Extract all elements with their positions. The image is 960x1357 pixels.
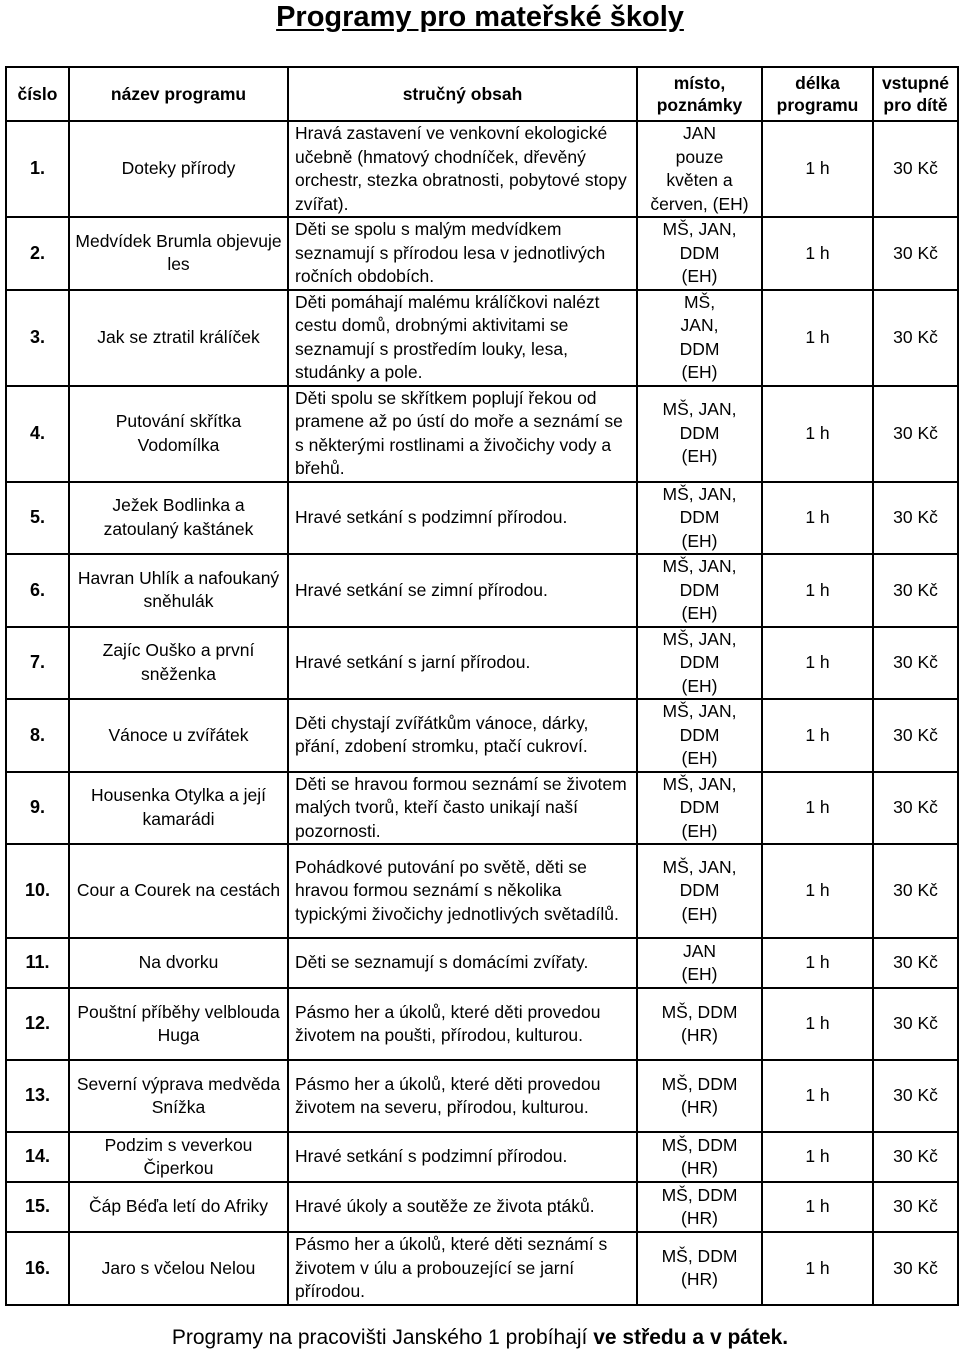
program-price: 30 Kč xyxy=(873,938,958,988)
program-place: MŠ, JAN, DDM (EH) xyxy=(637,386,762,482)
program-price: 30 Kč xyxy=(873,1232,958,1305)
table-row xyxy=(6,1060,958,1132)
program-description: Děti se hravou formou seznámí se životem malých tvorů, kteří často unikají naší pozornosti. xyxy=(288,772,637,845)
program-number: 8. xyxy=(6,699,69,772)
table-header-row xyxy=(6,67,958,121)
program-number: 2. xyxy=(6,217,69,290)
program-name: Zajíc Ouško a první sněženka xyxy=(69,627,288,700)
program-place: MŠ, JAN, DDM (EH) xyxy=(637,772,762,845)
program-place: MŠ, JAN, DDM (EH) xyxy=(637,217,762,290)
program-number: 1. xyxy=(6,121,69,217)
program-number: 15. xyxy=(6,1182,69,1232)
program-price: 30 Kč xyxy=(873,627,958,700)
program-description: Hravé setkání s podzimní přírodou. xyxy=(288,1132,637,1182)
programs-table xyxy=(5,66,959,1306)
program-description: Hravé úkoly a soutěže ze života ptáků. xyxy=(288,1182,637,1232)
program-number: 16. xyxy=(6,1232,69,1305)
program-length: 1 h xyxy=(762,121,873,217)
program-price: 30 Kč xyxy=(873,1060,958,1132)
program-name: Havran Uhlík a nafoukaný sněhulák xyxy=(69,554,288,627)
table-row xyxy=(6,121,958,217)
program-place: MŠ, DDM (HR) xyxy=(637,988,762,1060)
program-description: Pásmo her a úkolů, které děti provedou životem na poušti, přírodou, kulturou. xyxy=(288,988,637,1060)
program-number: 4. xyxy=(6,386,69,482)
header-price: vstupné pro dítě xyxy=(873,67,958,121)
header-num: číslo xyxy=(6,67,69,121)
program-number: 13. xyxy=(6,1060,69,1132)
program-length: 1 h xyxy=(762,627,873,700)
program-price: 30 Kč xyxy=(873,1182,958,1232)
program-name: Doteky přírody xyxy=(69,121,288,217)
header-length: délka programu xyxy=(762,67,873,121)
program-length: 1 h xyxy=(762,1132,873,1182)
program-name: Čáp Béďa letí do Afriky xyxy=(69,1182,288,1232)
table-row xyxy=(6,988,958,1060)
program-place: MŠ, JAN, DDM (EH) xyxy=(637,290,762,386)
program-place: MŠ, JAN, DDM (EH) xyxy=(637,627,762,700)
program-number: 10. xyxy=(6,844,69,938)
program-price: 30 Kč xyxy=(873,482,958,555)
program-description: Hravé setkání s jarní přírodou. xyxy=(288,627,637,700)
table-row xyxy=(6,482,958,555)
program-price: 30 Kč xyxy=(873,386,958,482)
program-name: Na dvorku xyxy=(69,938,288,988)
program-description: Děti chystají zvířátkům vánoce, dárky, přání, zdobení stromku, ptačí cukroví. xyxy=(288,699,637,772)
program-length: 1 h xyxy=(762,217,873,290)
table-row xyxy=(6,699,958,772)
program-description: Děti se spolu s malým medvídkem seznamují s přírodou lesa v jednotlivých ročních obdobích. xyxy=(288,217,637,290)
program-name: Jak se ztratil králíček xyxy=(69,290,288,386)
table-row xyxy=(6,290,958,386)
program-description: Hravé setkání se zimní přírodou. xyxy=(288,554,637,627)
table-row xyxy=(6,844,958,938)
program-name: Cour a Courek na cestách xyxy=(69,844,288,938)
program-length: 1 h xyxy=(762,482,873,555)
program-price: 30 Kč xyxy=(873,554,958,627)
program-number: 3. xyxy=(6,290,69,386)
program-price: 30 Kč xyxy=(873,844,958,938)
program-name: Putování skřítka Vodomílka xyxy=(69,386,288,482)
program-description: Pásmo her a úkolů, které děti provedou životem na severu, přírodou, kulturou. xyxy=(288,1060,637,1132)
program-price: 30 Kč xyxy=(873,290,958,386)
program-price: 30 Kč xyxy=(873,988,958,1060)
program-place: MŠ, JAN, DDM (EH) xyxy=(637,482,762,555)
program-place: MŠ, DDM (HR) xyxy=(637,1182,762,1232)
program-name: Medvídek Brumla objevuje les xyxy=(69,217,288,290)
table-row xyxy=(6,1132,958,1182)
program-name: Ježek Bodlinka a zatoulaný kaštánek xyxy=(69,482,288,555)
program-description: Děti spolu se skřítkem poplují řekou od pramene až po ústí do moře a seznámí se s některými rostlinami a živočichy vody a břehů. xyxy=(288,386,637,482)
table-row xyxy=(6,554,958,627)
program-number: 12. xyxy=(6,988,69,1060)
table-row xyxy=(6,217,958,290)
program-price: 30 Kč xyxy=(873,1132,958,1182)
program-price: 30 Kč xyxy=(873,772,958,845)
program-length: 1 h xyxy=(762,772,873,845)
program-name: Jaro s včelou Nelou xyxy=(69,1232,288,1305)
program-description: Hravé setkání s podzimní přírodou. xyxy=(288,482,637,555)
program-name: Severní výprava medvěda Snížka xyxy=(69,1060,288,1132)
footer-text: Programy na pracovišti Janského 1 probíhají xyxy=(171,1326,594,1349)
program-length: 1 h xyxy=(762,1182,873,1232)
program-place: JAN pouze květen a červen, (EH) xyxy=(637,121,762,217)
header-name: název programu xyxy=(69,67,288,121)
table-row xyxy=(6,1232,958,1305)
header-desc: stručný obsah xyxy=(288,67,637,121)
program-price: 30 Kč xyxy=(873,121,958,217)
program-place: MŠ, JAN, DDM (EH) xyxy=(637,554,762,627)
program-length: 1 h xyxy=(762,844,873,938)
table-row xyxy=(6,938,958,988)
program-place: MŠ, DDM (HR) xyxy=(637,1232,762,1305)
program-place: MŠ, DDM (HR) xyxy=(637,1132,762,1182)
program-number: 9. xyxy=(6,772,69,845)
program-description: Děti pomáhají malému králíčkovi nalézt cestu domů, drobnými aktivitami se seznamují s prostředím louky, lesa, studánky a pole. xyxy=(288,290,637,386)
program-description: Pásmo her a úkolů, které děti seznámí s životem v úlu a probouzející se jarní přírodou. xyxy=(288,1232,637,1305)
program-place: MŠ, JAN, DDM (EH) xyxy=(637,844,762,938)
program-place: MŠ, DDM (HR) xyxy=(637,1060,762,1132)
program-description: Pohádkové putování po světě, děti se hravou formou seznámí s několika typickými živočichy jednotlivých světadílů. xyxy=(288,844,637,938)
program-number: 11. xyxy=(6,938,69,988)
program-price: 30 Kč xyxy=(873,699,958,772)
program-length: 1 h xyxy=(762,290,873,386)
program-number: 6. xyxy=(6,554,69,627)
program-place: JAN (EH) xyxy=(637,938,762,988)
program-length: 1 h xyxy=(762,1232,873,1305)
footer-note xyxy=(0,1324,960,1352)
program-number: 7. xyxy=(6,627,69,700)
program-length: 1 h xyxy=(762,554,873,627)
header-place: místo, poznámky xyxy=(637,67,762,121)
table-row xyxy=(6,1182,958,1232)
program-name: Housenka Otylka a její kamarádi xyxy=(69,772,288,845)
program-number: 5. xyxy=(6,482,69,555)
page-title: Programy pro mateřské školy xyxy=(276,1,684,33)
program-number: 14. xyxy=(6,1132,69,1182)
program-description: Děti se seznamují s domácími zvířaty. xyxy=(288,938,637,988)
program-length: 1 h xyxy=(762,938,873,988)
table-body xyxy=(6,121,958,1305)
program-name: Podzim s veverkou Čiperkou xyxy=(69,1132,288,1182)
table-row xyxy=(6,772,958,845)
program-name: Vánoce u zvířátek xyxy=(69,699,288,772)
program-length: 1 h xyxy=(762,988,873,1060)
program-place: MŠ, JAN, DDM (EH) xyxy=(637,699,762,772)
program-price: 30 Kč xyxy=(873,217,958,290)
program-length: 1 h xyxy=(762,386,873,482)
program-name: Pouštní příběhy velblouda Huga xyxy=(69,988,288,1060)
table-row xyxy=(6,627,958,700)
program-description: Hravá zastavení ve venkovní ekologické učebně (hmatový chodníček, dřevěný orchestr, stezka obratnosti, pobytové stopy zvířat). xyxy=(288,121,637,217)
footer-bold: ve středu a v pátek. xyxy=(593,1326,789,1349)
table-row xyxy=(6,386,958,482)
program-length: 1 h xyxy=(762,699,873,772)
program-length: 1 h xyxy=(762,1060,873,1132)
